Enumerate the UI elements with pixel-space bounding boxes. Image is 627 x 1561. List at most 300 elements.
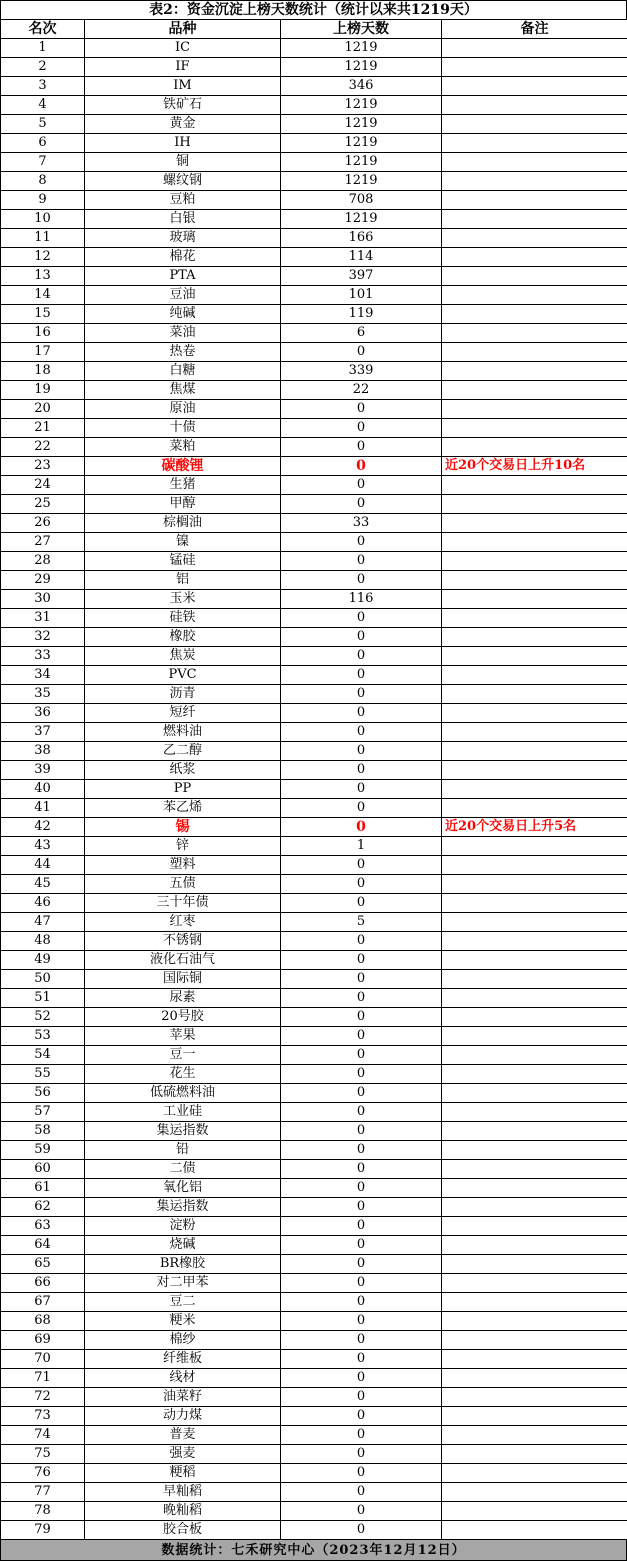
cell-rank: 28 bbox=[1, 552, 85, 571]
table-row bbox=[1, 1331, 627, 1350]
cell-days: 33 bbox=[281, 514, 442, 533]
cell-variety: 五债 bbox=[85, 875, 281, 894]
cell-note bbox=[442, 1293, 627, 1312]
table-row bbox=[1, 894, 627, 913]
header-days: 上榜天数 bbox=[281, 20, 442, 39]
cell-days: 0 bbox=[281, 970, 442, 989]
cell-rank: 14 bbox=[1, 286, 85, 305]
cell-variety: 短纤 bbox=[85, 704, 281, 723]
table-row bbox=[1, 514, 627, 533]
cell-rank: 45 bbox=[1, 875, 85, 894]
table-row bbox=[1, 913, 627, 932]
table-row bbox=[1, 1084, 627, 1103]
cell-variety: 纤维板 bbox=[85, 1350, 281, 1369]
header-rank: 名次 bbox=[1, 20, 85, 39]
cell-variety: 白糖 bbox=[85, 362, 281, 381]
cell-variety: PVC bbox=[85, 666, 281, 685]
cell-variety: 铜 bbox=[85, 153, 281, 172]
table-row bbox=[1, 1464, 627, 1483]
table-row bbox=[1, 229, 627, 248]
cell-days: 0 bbox=[281, 1160, 442, 1179]
cell-days: 0 bbox=[281, 1141, 442, 1160]
cell-days: 0 bbox=[281, 704, 442, 723]
table-row bbox=[1, 571, 627, 590]
cell-note bbox=[442, 1274, 627, 1293]
cell-days: 166 bbox=[281, 229, 442, 248]
cell-note bbox=[442, 1160, 627, 1179]
cell-note bbox=[442, 96, 627, 115]
cell-variety: 螺纹钢 bbox=[85, 172, 281, 191]
table-row bbox=[1, 628, 627, 647]
cell-days: 1219 bbox=[281, 210, 442, 229]
table-row bbox=[1, 115, 627, 134]
table-row bbox=[1, 1236, 627, 1255]
cell-note bbox=[442, 1065, 627, 1084]
cell-rank: 62 bbox=[1, 1198, 85, 1217]
cell-variety: 纸浆 bbox=[85, 761, 281, 780]
cell-days: 0 bbox=[281, 1464, 442, 1483]
cell-variety: 苹果 bbox=[85, 1027, 281, 1046]
cell-rank: 7 bbox=[1, 153, 85, 172]
cell-rank: 39 bbox=[1, 761, 85, 780]
cell-note bbox=[442, 229, 627, 248]
cell-variety: 花生 bbox=[85, 1065, 281, 1084]
cell-days: 0 bbox=[281, 495, 442, 514]
cell-rank: 31 bbox=[1, 609, 85, 628]
cell-variety: 十债 bbox=[85, 419, 281, 438]
cell-rank: 60 bbox=[1, 1160, 85, 1179]
table-row bbox=[1, 58, 627, 77]
header-variety: 品种 bbox=[85, 20, 281, 39]
cell-rank: 11 bbox=[1, 229, 85, 248]
table-row bbox=[1, 780, 627, 799]
cell-variety: 普麦 bbox=[85, 1426, 281, 1445]
table-row bbox=[1, 1027, 627, 1046]
cell-note bbox=[442, 267, 627, 286]
cell-note bbox=[442, 1046, 627, 1065]
cell-variety: 玉米 bbox=[85, 590, 281, 609]
table-row bbox=[1, 1293, 627, 1312]
cell-days: 0 bbox=[281, 1312, 442, 1331]
cell-note bbox=[442, 1027, 627, 1046]
table-row bbox=[1, 1217, 627, 1236]
cell-note bbox=[442, 115, 627, 134]
cell-days: 0 bbox=[281, 1426, 442, 1445]
header-note: 备注 bbox=[442, 20, 627, 39]
cell-rank: 40 bbox=[1, 780, 85, 799]
table-row bbox=[1, 495, 627, 514]
cell-rank: 10 bbox=[1, 210, 85, 229]
cell-days: 0 bbox=[281, 989, 442, 1008]
cell-rank: 46 bbox=[1, 894, 85, 913]
cell-note bbox=[442, 1426, 627, 1445]
cell-days: 0 bbox=[281, 894, 442, 913]
cell-variety: PP bbox=[85, 780, 281, 799]
cell-variety: 焦煤 bbox=[85, 381, 281, 400]
cell-note bbox=[442, 685, 627, 704]
cell-variety: 锰硅 bbox=[85, 552, 281, 571]
cell-variety: 白银 bbox=[85, 210, 281, 229]
cell-variety: 晚籼稻 bbox=[85, 1502, 281, 1521]
table-row bbox=[1, 39, 627, 58]
cell-note bbox=[442, 134, 627, 153]
cell-days: 339 bbox=[281, 362, 442, 381]
cell-variety: 豆一 bbox=[85, 1046, 281, 1065]
cell-rank: 37 bbox=[1, 723, 85, 742]
cell-variety: 燃料油 bbox=[85, 723, 281, 742]
cell-days: 0 bbox=[281, 1407, 442, 1426]
cell-variety: 铁矿石 bbox=[85, 96, 281, 115]
cell-note bbox=[442, 723, 627, 742]
cell-days: 0 bbox=[281, 1236, 442, 1255]
cell-days: 0 bbox=[281, 951, 442, 970]
table-row bbox=[1, 438, 627, 457]
cell-note bbox=[442, 1236, 627, 1255]
cell-rank: 57 bbox=[1, 1103, 85, 1122]
cell-rank: 69 bbox=[1, 1331, 85, 1350]
cell-rank: 12 bbox=[1, 248, 85, 267]
cell-days: 0 bbox=[281, 1331, 442, 1350]
cell-rank: 21 bbox=[1, 419, 85, 438]
cell-note bbox=[442, 381, 627, 400]
cell-rank: 78 bbox=[1, 1502, 85, 1521]
cell-days: 114 bbox=[281, 248, 442, 267]
cell-variety: 低硫燃料油 bbox=[85, 1084, 281, 1103]
cell-variety: IF bbox=[85, 58, 281, 77]
cell-rank: 18 bbox=[1, 362, 85, 381]
cell-days: 1219 bbox=[281, 96, 442, 115]
cell-rank: 56 bbox=[1, 1084, 85, 1103]
cell-rank: 8 bbox=[1, 172, 85, 191]
cell-note bbox=[442, 58, 627, 77]
cell-variety: 粳稻 bbox=[85, 1464, 281, 1483]
cell-rank: 1 bbox=[1, 39, 85, 58]
table-row bbox=[1, 324, 627, 343]
ranking-table bbox=[0, 19, 627, 1540]
cell-rank: 20 bbox=[1, 400, 85, 419]
cell-days: 708 bbox=[281, 191, 442, 210]
cell-rank: 6 bbox=[1, 134, 85, 153]
cell-variety: 不锈钢 bbox=[85, 932, 281, 951]
cell-variety: 棉花 bbox=[85, 248, 281, 267]
table-row bbox=[1, 1483, 627, 1502]
cell-days: 101 bbox=[281, 286, 442, 305]
cell-days: 1219 bbox=[281, 172, 442, 191]
cell-days: 1219 bbox=[281, 39, 442, 58]
cell-note bbox=[442, 856, 627, 875]
table-row bbox=[1, 533, 627, 552]
cell-note bbox=[442, 894, 627, 913]
cell-rank: 70 bbox=[1, 1350, 85, 1369]
cell-variety: 对二甲苯 bbox=[85, 1274, 281, 1293]
table-row bbox=[1, 704, 627, 723]
cell-days: 397 bbox=[281, 267, 442, 286]
cell-note bbox=[442, 552, 627, 571]
cell-rank: 47 bbox=[1, 913, 85, 932]
cell-days: 22 bbox=[281, 381, 442, 400]
cell-days: 1 bbox=[281, 837, 442, 856]
table-row bbox=[1, 1046, 627, 1065]
cell-rank: 58 bbox=[1, 1122, 85, 1141]
cell-rank: 49 bbox=[1, 951, 85, 970]
cell-rank: 16 bbox=[1, 324, 85, 343]
cell-rank: 29 bbox=[1, 571, 85, 590]
cell-variety: 尿素 bbox=[85, 989, 281, 1008]
cell-note bbox=[442, 286, 627, 305]
cell-variety: PTA bbox=[85, 267, 281, 286]
cell-note bbox=[442, 533, 627, 552]
cell-days: 0 bbox=[281, 571, 442, 590]
cell-rank: 48 bbox=[1, 932, 85, 951]
cell-rank: 52 bbox=[1, 1008, 85, 1027]
table-row bbox=[1, 1008, 627, 1027]
cell-variety: 豆粕 bbox=[85, 191, 281, 210]
cell-rank: 42 bbox=[1, 818, 85, 837]
cell-days: 346 bbox=[281, 77, 442, 96]
data-source-footer: 数据统计：七禾研究中心（2023年12月12日） bbox=[0, 1540, 627, 1561]
cell-rank: 5 bbox=[1, 115, 85, 134]
cell-variety: 强麦 bbox=[85, 1445, 281, 1464]
table-row bbox=[1, 1426, 627, 1445]
cell-variety: 乙二醇 bbox=[85, 742, 281, 761]
cell-variety: 塑料 bbox=[85, 856, 281, 875]
cell-note bbox=[442, 400, 627, 419]
table-row bbox=[1, 666, 627, 685]
cell-rank: 27 bbox=[1, 533, 85, 552]
cell-rank: 61 bbox=[1, 1179, 85, 1198]
table-row bbox=[1, 875, 627, 894]
cell-note bbox=[442, 1521, 627, 1540]
cell-note bbox=[442, 647, 627, 666]
table-row bbox=[1, 1274, 627, 1293]
cell-variety: 20号胶 bbox=[85, 1008, 281, 1027]
cell-variety: 锌 bbox=[85, 837, 281, 856]
table-row bbox=[1, 400, 627, 419]
table-row bbox=[1, 77, 627, 96]
cell-rank: 44 bbox=[1, 856, 85, 875]
cell-variety: 生猪 bbox=[85, 476, 281, 495]
cell-note bbox=[442, 1084, 627, 1103]
table-row bbox=[1, 1350, 627, 1369]
cell-note bbox=[442, 343, 627, 362]
table-row bbox=[1, 457, 627, 476]
cell-days: 0 bbox=[281, 647, 442, 666]
cell-rank: 74 bbox=[1, 1426, 85, 1445]
cell-rank: 64 bbox=[1, 1236, 85, 1255]
cell-variety: 早籼稻 bbox=[85, 1483, 281, 1502]
table-row bbox=[1, 989, 627, 1008]
table-row bbox=[1, 343, 627, 362]
cell-days: 0 bbox=[281, 1103, 442, 1122]
cell-rank: 55 bbox=[1, 1065, 85, 1084]
cell-days: 0 bbox=[281, 552, 442, 571]
cell-note bbox=[442, 1217, 627, 1236]
cell-rank: 17 bbox=[1, 343, 85, 362]
cell-note bbox=[442, 362, 627, 381]
cell-variety: BR橡胶 bbox=[85, 1255, 281, 1274]
cell-variety: 淀粉 bbox=[85, 1217, 281, 1236]
cell-days: 0 bbox=[281, 932, 442, 951]
cell-days: 0 bbox=[281, 780, 442, 799]
table-row bbox=[1, 818, 627, 837]
cell-note bbox=[442, 495, 627, 514]
table-title: 表2：资金沉淀上榜天数统计（统计以来共1219天） bbox=[0, 0, 627, 19]
cell-days: 119 bbox=[281, 305, 442, 324]
cell-days: 0 bbox=[281, 419, 442, 438]
table-row bbox=[1, 305, 627, 324]
table-row bbox=[1, 1179, 627, 1198]
cell-note bbox=[442, 419, 627, 438]
table-row bbox=[1, 191, 627, 210]
cell-rank: 54 bbox=[1, 1046, 85, 1065]
cell-days: 0 bbox=[281, 723, 442, 742]
cell-days: 0 bbox=[281, 856, 442, 875]
cell-note bbox=[442, 1350, 627, 1369]
table-row bbox=[1, 799, 627, 818]
cell-days: 0 bbox=[281, 1065, 442, 1084]
cell-days: 0 bbox=[281, 1046, 442, 1065]
cell-rank: 13 bbox=[1, 267, 85, 286]
table-row bbox=[1, 419, 627, 438]
cell-note bbox=[442, 1198, 627, 1217]
cell-note bbox=[442, 1255, 627, 1274]
cell-variety: 棉纱 bbox=[85, 1331, 281, 1350]
cell-days: 116 bbox=[281, 590, 442, 609]
cell-rank: 34 bbox=[1, 666, 85, 685]
cell-rank: 4 bbox=[1, 96, 85, 115]
cell-rank: 68 bbox=[1, 1312, 85, 1331]
cell-note bbox=[442, 989, 627, 1008]
table-row bbox=[1, 134, 627, 153]
cell-days: 0 bbox=[281, 609, 442, 628]
cell-days: 0 bbox=[281, 1198, 442, 1217]
cell-rank: 25 bbox=[1, 495, 85, 514]
table-row bbox=[1, 1312, 627, 1331]
cell-variety: 线材 bbox=[85, 1369, 281, 1388]
cell-note: 近20个交易日上升5名 bbox=[442, 818, 627, 837]
cell-note bbox=[442, 39, 627, 58]
cell-variety: 铝 bbox=[85, 571, 281, 590]
cell-rank: 23 bbox=[1, 457, 85, 476]
cell-rank: 50 bbox=[1, 970, 85, 989]
cell-variety: 豆二 bbox=[85, 1293, 281, 1312]
cell-rank: 73 bbox=[1, 1407, 85, 1426]
cell-rank: 19 bbox=[1, 381, 85, 400]
table-row bbox=[1, 970, 627, 989]
cell-note bbox=[442, 628, 627, 647]
cell-rank: 2 bbox=[1, 58, 85, 77]
cell-variety: 菜粕 bbox=[85, 438, 281, 457]
cell-days: 0 bbox=[281, 1179, 442, 1198]
table-row bbox=[1, 1407, 627, 1426]
cell-rank: 53 bbox=[1, 1027, 85, 1046]
cell-rank: 51 bbox=[1, 989, 85, 1008]
cell-note bbox=[442, 172, 627, 191]
cell-variety: 动力煤 bbox=[85, 1407, 281, 1426]
cell-days: 0 bbox=[281, 1502, 442, 1521]
cell-variety: 沥青 bbox=[85, 685, 281, 704]
table-row bbox=[1, 1065, 627, 1084]
cell-days: 0 bbox=[281, 1217, 442, 1236]
table-row bbox=[1, 685, 627, 704]
table-row bbox=[1, 1103, 627, 1122]
table-row bbox=[1, 647, 627, 666]
cell-variety: 棕榈油 bbox=[85, 514, 281, 533]
cell-rank: 15 bbox=[1, 305, 85, 324]
cell-days: 0 bbox=[281, 628, 442, 647]
cell-variety: 黄金 bbox=[85, 115, 281, 134]
cell-days: 0 bbox=[281, 343, 442, 362]
table-row bbox=[1, 381, 627, 400]
table-row bbox=[1, 837, 627, 856]
cell-rank: 9 bbox=[1, 191, 85, 210]
cell-note bbox=[442, 1141, 627, 1160]
cell-note bbox=[442, 1464, 627, 1483]
table-body bbox=[1, 39, 627, 1540]
cell-variety: 焦炭 bbox=[85, 647, 281, 666]
cell-note bbox=[442, 210, 627, 229]
cell-rank: 26 bbox=[1, 514, 85, 533]
cell-variety: 油菜籽 bbox=[85, 1388, 281, 1407]
cell-note bbox=[442, 932, 627, 951]
cell-variety: 玻璃 bbox=[85, 229, 281, 248]
cell-days: 0 bbox=[281, 1027, 442, 1046]
cell-variety: 二债 bbox=[85, 1160, 281, 1179]
cell-days: 0 bbox=[281, 1369, 442, 1388]
cell-variety: 橡胶 bbox=[85, 628, 281, 647]
table-row bbox=[1, 1141, 627, 1160]
cell-rank: 38 bbox=[1, 742, 85, 761]
cell-note bbox=[442, 305, 627, 324]
cell-variety: 菜油 bbox=[85, 324, 281, 343]
cell-note: 近20个交易日上升10名 bbox=[442, 457, 627, 476]
cell-note bbox=[442, 1331, 627, 1350]
table-row bbox=[1, 286, 627, 305]
cell-variety: 氧化铝 bbox=[85, 1179, 281, 1198]
table-row bbox=[1, 1160, 627, 1179]
cell-note bbox=[442, 1445, 627, 1464]
cell-days: 0 bbox=[281, 818, 442, 837]
cell-note bbox=[442, 1407, 627, 1426]
cell-variety: 锡 bbox=[85, 818, 281, 837]
cell-rank: 3 bbox=[1, 77, 85, 96]
cell-note bbox=[442, 571, 627, 590]
cell-days: 0 bbox=[281, 438, 442, 457]
cell-note bbox=[442, 1502, 627, 1521]
table-row bbox=[1, 210, 627, 229]
cell-note bbox=[442, 476, 627, 495]
cell-note bbox=[442, 1483, 627, 1502]
cell-note bbox=[442, 875, 627, 894]
cell-rank: 43 bbox=[1, 837, 85, 856]
cell-rank: 41 bbox=[1, 799, 85, 818]
cell-days: 1219 bbox=[281, 134, 442, 153]
cell-note bbox=[442, 742, 627, 761]
cell-days: 0 bbox=[281, 685, 442, 704]
cell-variety: 碳酸锂 bbox=[85, 457, 281, 476]
cell-rank: 32 bbox=[1, 628, 85, 647]
table-row bbox=[1, 172, 627, 191]
cell-variety: 铅 bbox=[85, 1141, 281, 1160]
table-row bbox=[1, 1445, 627, 1464]
table-row bbox=[1, 951, 627, 970]
table-row bbox=[1, 761, 627, 780]
cell-note bbox=[442, 609, 627, 628]
cell-days: 0 bbox=[281, 533, 442, 552]
cell-rank: 72 bbox=[1, 1388, 85, 1407]
cell-variety: 原油 bbox=[85, 400, 281, 419]
table-row bbox=[1, 723, 627, 742]
